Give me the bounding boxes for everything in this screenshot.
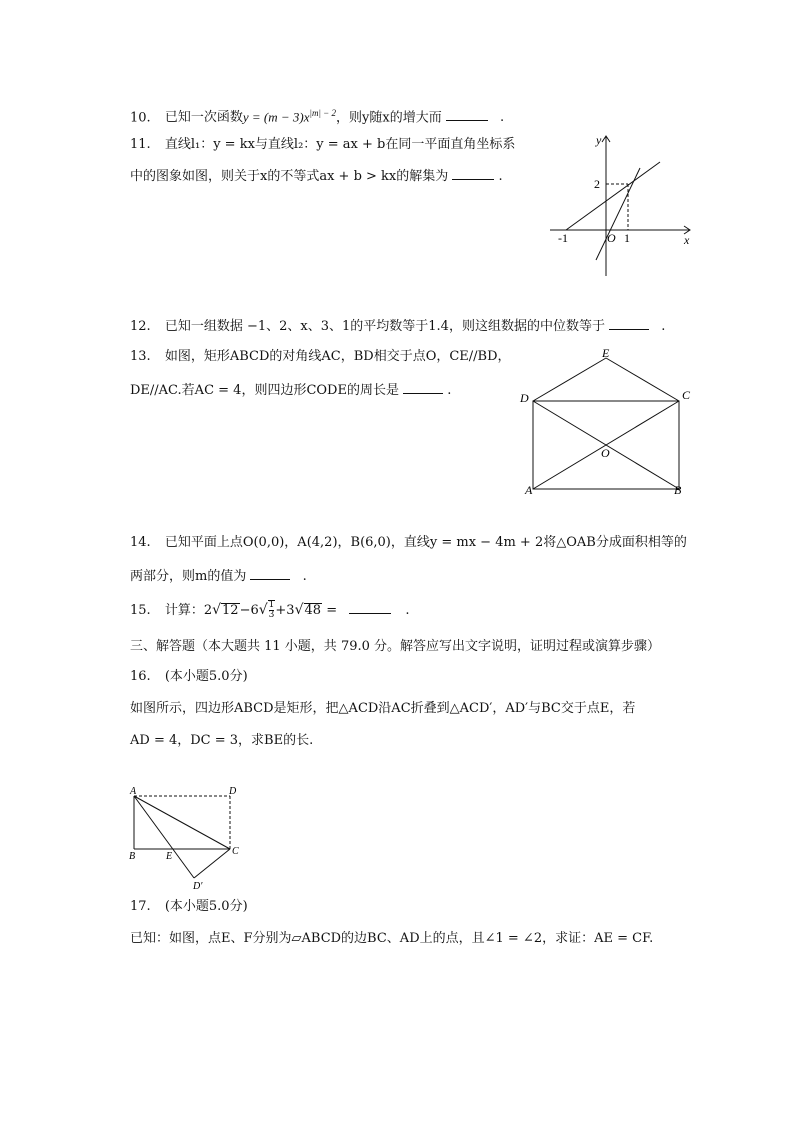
question-16-line2: AD = 4，DC = 3，求BE的长.	[130, 733, 314, 748]
radical-sign: √	[212, 602, 222, 618]
label-A: A	[130, 786, 137, 797]
question-number: 10.	[130, 110, 151, 126]
question-number: 15.	[130, 603, 151, 618]
radicand-48: 48	[304, 603, 322, 618]
question-11-line1	[130, 136, 515, 154]
math-operator: +3	[275, 603, 295, 618]
label-E: E	[166, 851, 173, 862]
label-E: E	[602, 346, 610, 360]
question-17-header	[130, 898, 248, 916]
score-label: (本小题5.0分)	[164, 899, 248, 914]
question-16-line1: 如图所示，四边形ABCD是矩形，把△ACD沿AC折叠到△ACD′，AD′与BC交于点E，若	[130, 701, 636, 716]
answer-blank[interactable]	[250, 566, 290, 580]
period: .	[447, 383, 452, 398]
math-expression: y = (m − 3)x	[242, 109, 310, 125]
figure-q11-graph	[548, 130, 698, 280]
period: .	[661, 319, 666, 334]
math-operator: −6	[239, 603, 259, 618]
label-D-prime: D′	[193, 881, 203, 892]
question-number: 11.	[130, 137, 151, 152]
tick-label-2: 2	[594, 177, 600, 191]
question-15	[130, 600, 410, 620]
question-text: 已知平面上点O(0,0)，A(4,2)，B(6,0)，直线y = mx − 4m + 2将△OAB分成面积相等的	[164, 535, 687, 550]
question-text: 如图，矩形ABCD的对角线AC，BD相交于点O，CE//BD，	[164, 349, 511, 364]
question-13-line1	[130, 348, 511, 366]
question-text: DE//AC.若AC = 4，则四边形CODE的周长是	[130, 383, 399, 398]
question-12	[130, 316, 665, 336]
exponent: |m| − 2	[309, 108, 337, 118]
answer-blank[interactable]	[452, 166, 494, 180]
figure-q13-rectangle	[515, 344, 700, 500]
question-13-line2	[130, 380, 451, 400]
period: .	[499, 110, 505, 126]
label-C: C	[682, 388, 691, 402]
label-C: C	[232, 846, 239, 857]
question-17-text: 已知：如图，点E、F分别为▱ABCD的边BC、AD上的点，且∠1 = ∠2，求证：AE = CF.	[130, 931, 654, 946]
fraction	[269, 601, 275, 620]
radicand-12: 12	[222, 603, 239, 618]
question-14-line1	[130, 534, 687, 552]
question-text: 计算：2	[164, 603, 213, 618]
question-11-line2	[130, 166, 503, 186]
answer-blank[interactable]	[349, 600, 391, 614]
radical-sign: √	[258, 602, 268, 618]
question-text: 已知一组数据 −1、2、x、3、1的平均数等于1.4，则这组数据的中位数等于	[164, 319, 605, 334]
period: .	[405, 603, 410, 618]
answer-blank[interactable]	[609, 316, 649, 330]
figure-q16-fold	[125, 782, 250, 892]
period: .	[302, 569, 307, 584]
question-16-header	[130, 668, 248, 686]
question-10	[130, 104, 504, 127]
score-label: (本小题5.0分)	[164, 669, 248, 684]
denominator: 3	[268, 610, 275, 620]
question-number: 14.	[130, 535, 151, 550]
question-text: 中的图象如图，则关于x的不等式ax + b > kx的解集为	[130, 169, 449, 184]
tick-label-1: 1	[624, 231, 630, 245]
label-O: O	[601, 446, 610, 460]
label-B: B	[674, 483, 682, 497]
question-number: 13.	[130, 349, 151, 364]
x-axis-label: x	[684, 233, 690, 247]
origin-label: O	[607, 231, 616, 245]
section-heading: 三、解答题（本大题共 11 小题，共 79.0 分。解答应写出文字说明，证明过程或演算步骤）	[130, 639, 661, 654]
label-D: D	[229, 786, 237, 797]
tick-label-neg1: -1	[558, 231, 568, 245]
question-number: 16.	[130, 669, 151, 684]
label-B: B	[129, 851, 136, 862]
question-text: 直线l₁：y = kx与直线l₂：y = ax + b在同一平面直角坐标系	[164, 137, 516, 152]
question-text: 两部分，则m的值为	[130, 569, 247, 584]
question-text: 已知一次函数	[164, 110, 243, 126]
answer-blank[interactable]	[403, 380, 443, 394]
label-A: A	[525, 483, 533, 497]
radical-sign: √	[294, 602, 304, 618]
question-text-tail: ，则y随x的增大而	[336, 110, 442, 126]
numerator: 1	[268, 600, 275, 610]
question-number: 17.	[130, 899, 151, 914]
question-14-line2	[130, 566, 307, 586]
period: .	[498, 169, 503, 184]
answer-blank[interactable]	[446, 107, 488, 121]
y-axis-label: y	[596, 133, 602, 147]
equals-sign: =	[326, 603, 338, 618]
label-D: D	[520, 391, 529, 405]
question-number: 12.	[130, 319, 151, 334]
